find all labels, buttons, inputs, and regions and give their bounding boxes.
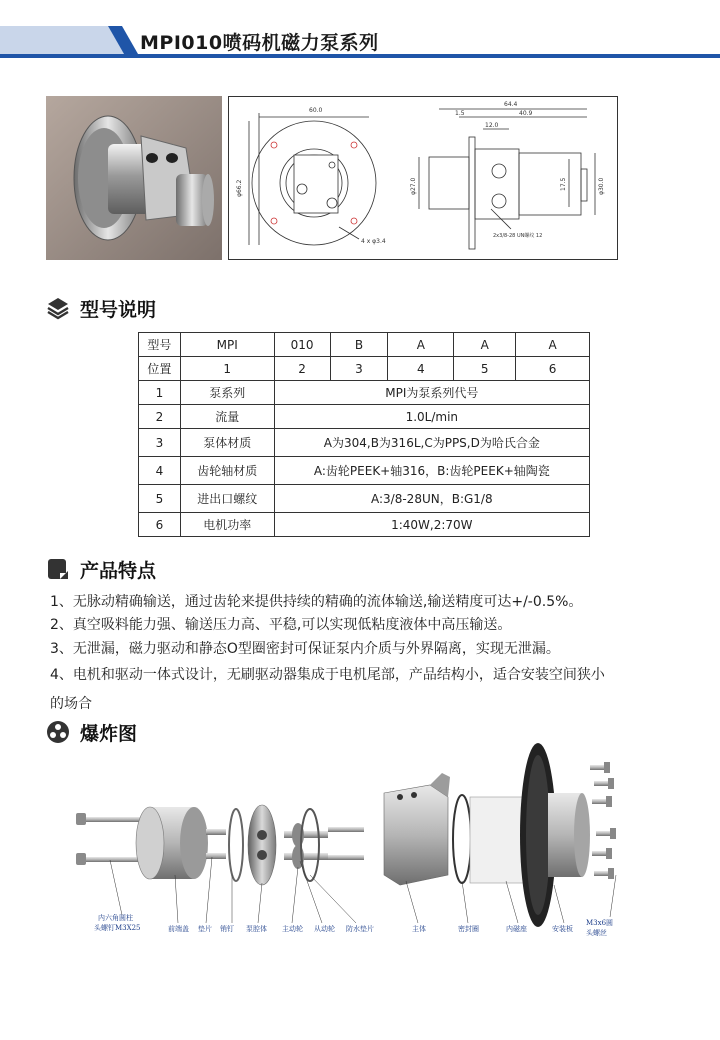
pin — [206, 853, 226, 859]
label-mount: 安装板 — [552, 925, 573, 933]
label-pin: 销钉 — [220, 925, 234, 933]
table-row — [139, 457, 590, 485]
pin — [328, 827, 364, 832]
table-cell: A为304,B为316L,C为PPS,D为哈氏合金 — [274, 429, 589, 457]
table-cell: 泵体材质 — [180, 429, 274, 457]
technical-drawing — [228, 96, 618, 260]
table-cell: MPI为泵系列代号 — [274, 381, 589, 405]
dim-holes: 4 x φ3.4 — [361, 238, 386, 245]
label-screw-d: 头螺丝 — [586, 929, 607, 937]
driven-gear — [284, 845, 328, 869]
section-model-title: 型号说明 — [80, 299, 157, 321]
table-cell: 4 — [139, 457, 181, 485]
label-seal: 密封圈 — [458, 925, 479, 933]
label-driven-gear: 从动轮 — [314, 925, 335, 933]
feature-item: 3、无泄漏，磁力驱动和静态O型圈密封可保证泵内介质与外界隔离，实现无泄漏。 — [50, 641, 560, 657]
table-cell: 1 — [139, 381, 181, 405]
group-icon — [46, 720, 70, 744]
dim-front-dia: φ66.2 — [236, 179, 243, 197]
table-cell: 位置 — [139, 357, 181, 381]
label-front-cover: 前端盖 — [168, 925, 189, 933]
label-screw-c: M3x6圆 — [586, 919, 614, 927]
table-cell: A — [454, 333, 516, 357]
table-cell: 3 — [139, 429, 181, 457]
table-cell: A:齿轮PEEK+轴316，B:齿轮PEEK+轴陶瓷 — [274, 457, 589, 485]
table-row — [139, 485, 590, 513]
table-cell: 1.0L/min — [274, 405, 589, 429]
feature-item: 4、电机和驱动一体式设计，无刷驱动器集成于电机尾部，产品结构小，适合安装空间狭小 — [50, 667, 605, 683]
dim-side-total: 64.4 — [504, 101, 518, 108]
note-icon — [46, 557, 70, 581]
table-cell: 6 — [139, 513, 181, 537]
table-row — [139, 333, 590, 357]
drive-gear — [284, 823, 328, 847]
feature-item: 1、无脉动精确输送，通过齿轮来提供持续的精确的流体输送,输送精度可达+/-0.5%。 — [50, 594, 583, 610]
table-cell: 010 — [274, 333, 330, 357]
pump-chamber — [248, 805, 276, 885]
table-cell: A — [388, 333, 454, 357]
feature-item: 2、真空吸料能力强、输送压力高、平稳,可以实现低粘度液体中高压输送。 — [50, 617, 512, 633]
side-view — [419, 109, 595, 249]
table-row — [139, 513, 590, 537]
section-features-title: 产品特点 — [80, 560, 157, 582]
product-photo — [46, 96, 222, 260]
table-cell: MPI — [180, 333, 274, 357]
label-screw-a: 内六角圆柱 — [98, 914, 133, 922]
spec-table — [138, 332, 590, 537]
table-cell: 5 — [139, 485, 181, 513]
pin — [328, 855, 364, 860]
waterproof-gasket — [301, 809, 319, 881]
table-cell: 1 — [180, 357, 274, 381]
seal-ring — [453, 795, 471, 883]
gasket — [229, 809, 243, 881]
exploded-diagram — [70, 735, 640, 960]
dim-side-dia-left: φ27.0 — [410, 177, 417, 195]
table-cell: A — [516, 333, 590, 357]
table-cell: 4 — [388, 357, 454, 381]
table-cell: 泵系列 — [180, 381, 274, 405]
dim-side-dia-mid: 17.5 — [560, 177, 567, 191]
table-cell: 进出口螺纹 — [180, 485, 274, 513]
table-cell: 齿轮轴材质 — [180, 457, 274, 485]
table-cell: 电机功率 — [180, 513, 274, 537]
page-title: MPI010喷码机磁力泵系列 — [140, 32, 379, 54]
label-gasket: 垫片 — [198, 925, 212, 933]
table-row — [139, 381, 590, 405]
table-cell: 型号 — [139, 333, 181, 357]
dim-side-3: 12.0 — [485, 122, 499, 129]
page-header — [0, 22, 720, 62]
label-screw-b: 头螺钉M3X25 — [94, 924, 141, 932]
feature-item: 的场合 — [50, 696, 92, 712]
table-cell: 5 — [454, 357, 516, 381]
table-cell: A:3/8-28UN，B:G1/8 — [274, 485, 589, 513]
label-waterproof: 防水垫片 — [346, 925, 374, 933]
dim-side-dia-right: φ30.0 — [598, 177, 605, 195]
table-row — [139, 357, 590, 381]
label-inner-magnet: 内磁座 — [506, 925, 527, 933]
table-cell: 流量 — [180, 405, 274, 429]
front-view — [249, 113, 376, 245]
thread-note: 2x3/8-28 UN螺纹 12 — [493, 233, 543, 239]
mounting-plate — [520, 743, 590, 927]
label-drive-gear: 主动轮 — [282, 925, 303, 933]
table-cell: 1:40W,2:70W — [274, 513, 589, 537]
table-cell: 6 — [516, 357, 590, 381]
table-cell: 3 — [330, 357, 388, 381]
dim-side-2: 40.9 — [519, 110, 533, 117]
dim-side-1: 1.5 — [455, 110, 465, 117]
label-pump-chamber: 泵腔体 — [246, 925, 267, 933]
pin — [206, 829, 226, 835]
pump-body — [384, 773, 450, 885]
layers-icon — [46, 296, 70, 320]
screws-m3x6 — [590, 762, 616, 879]
table-cell: 2 — [274, 357, 330, 381]
table-row — [139, 405, 590, 429]
table-cell: 2 — [139, 405, 181, 429]
label-body: 主体 — [412, 925, 426, 933]
dim-front-width: 60.0 — [309, 107, 323, 114]
front-cover — [136, 807, 208, 879]
section-explode-title: 爆炸图 — [80, 723, 138, 745]
table-cell: B — [330, 333, 388, 357]
table-row — [139, 429, 590, 457]
